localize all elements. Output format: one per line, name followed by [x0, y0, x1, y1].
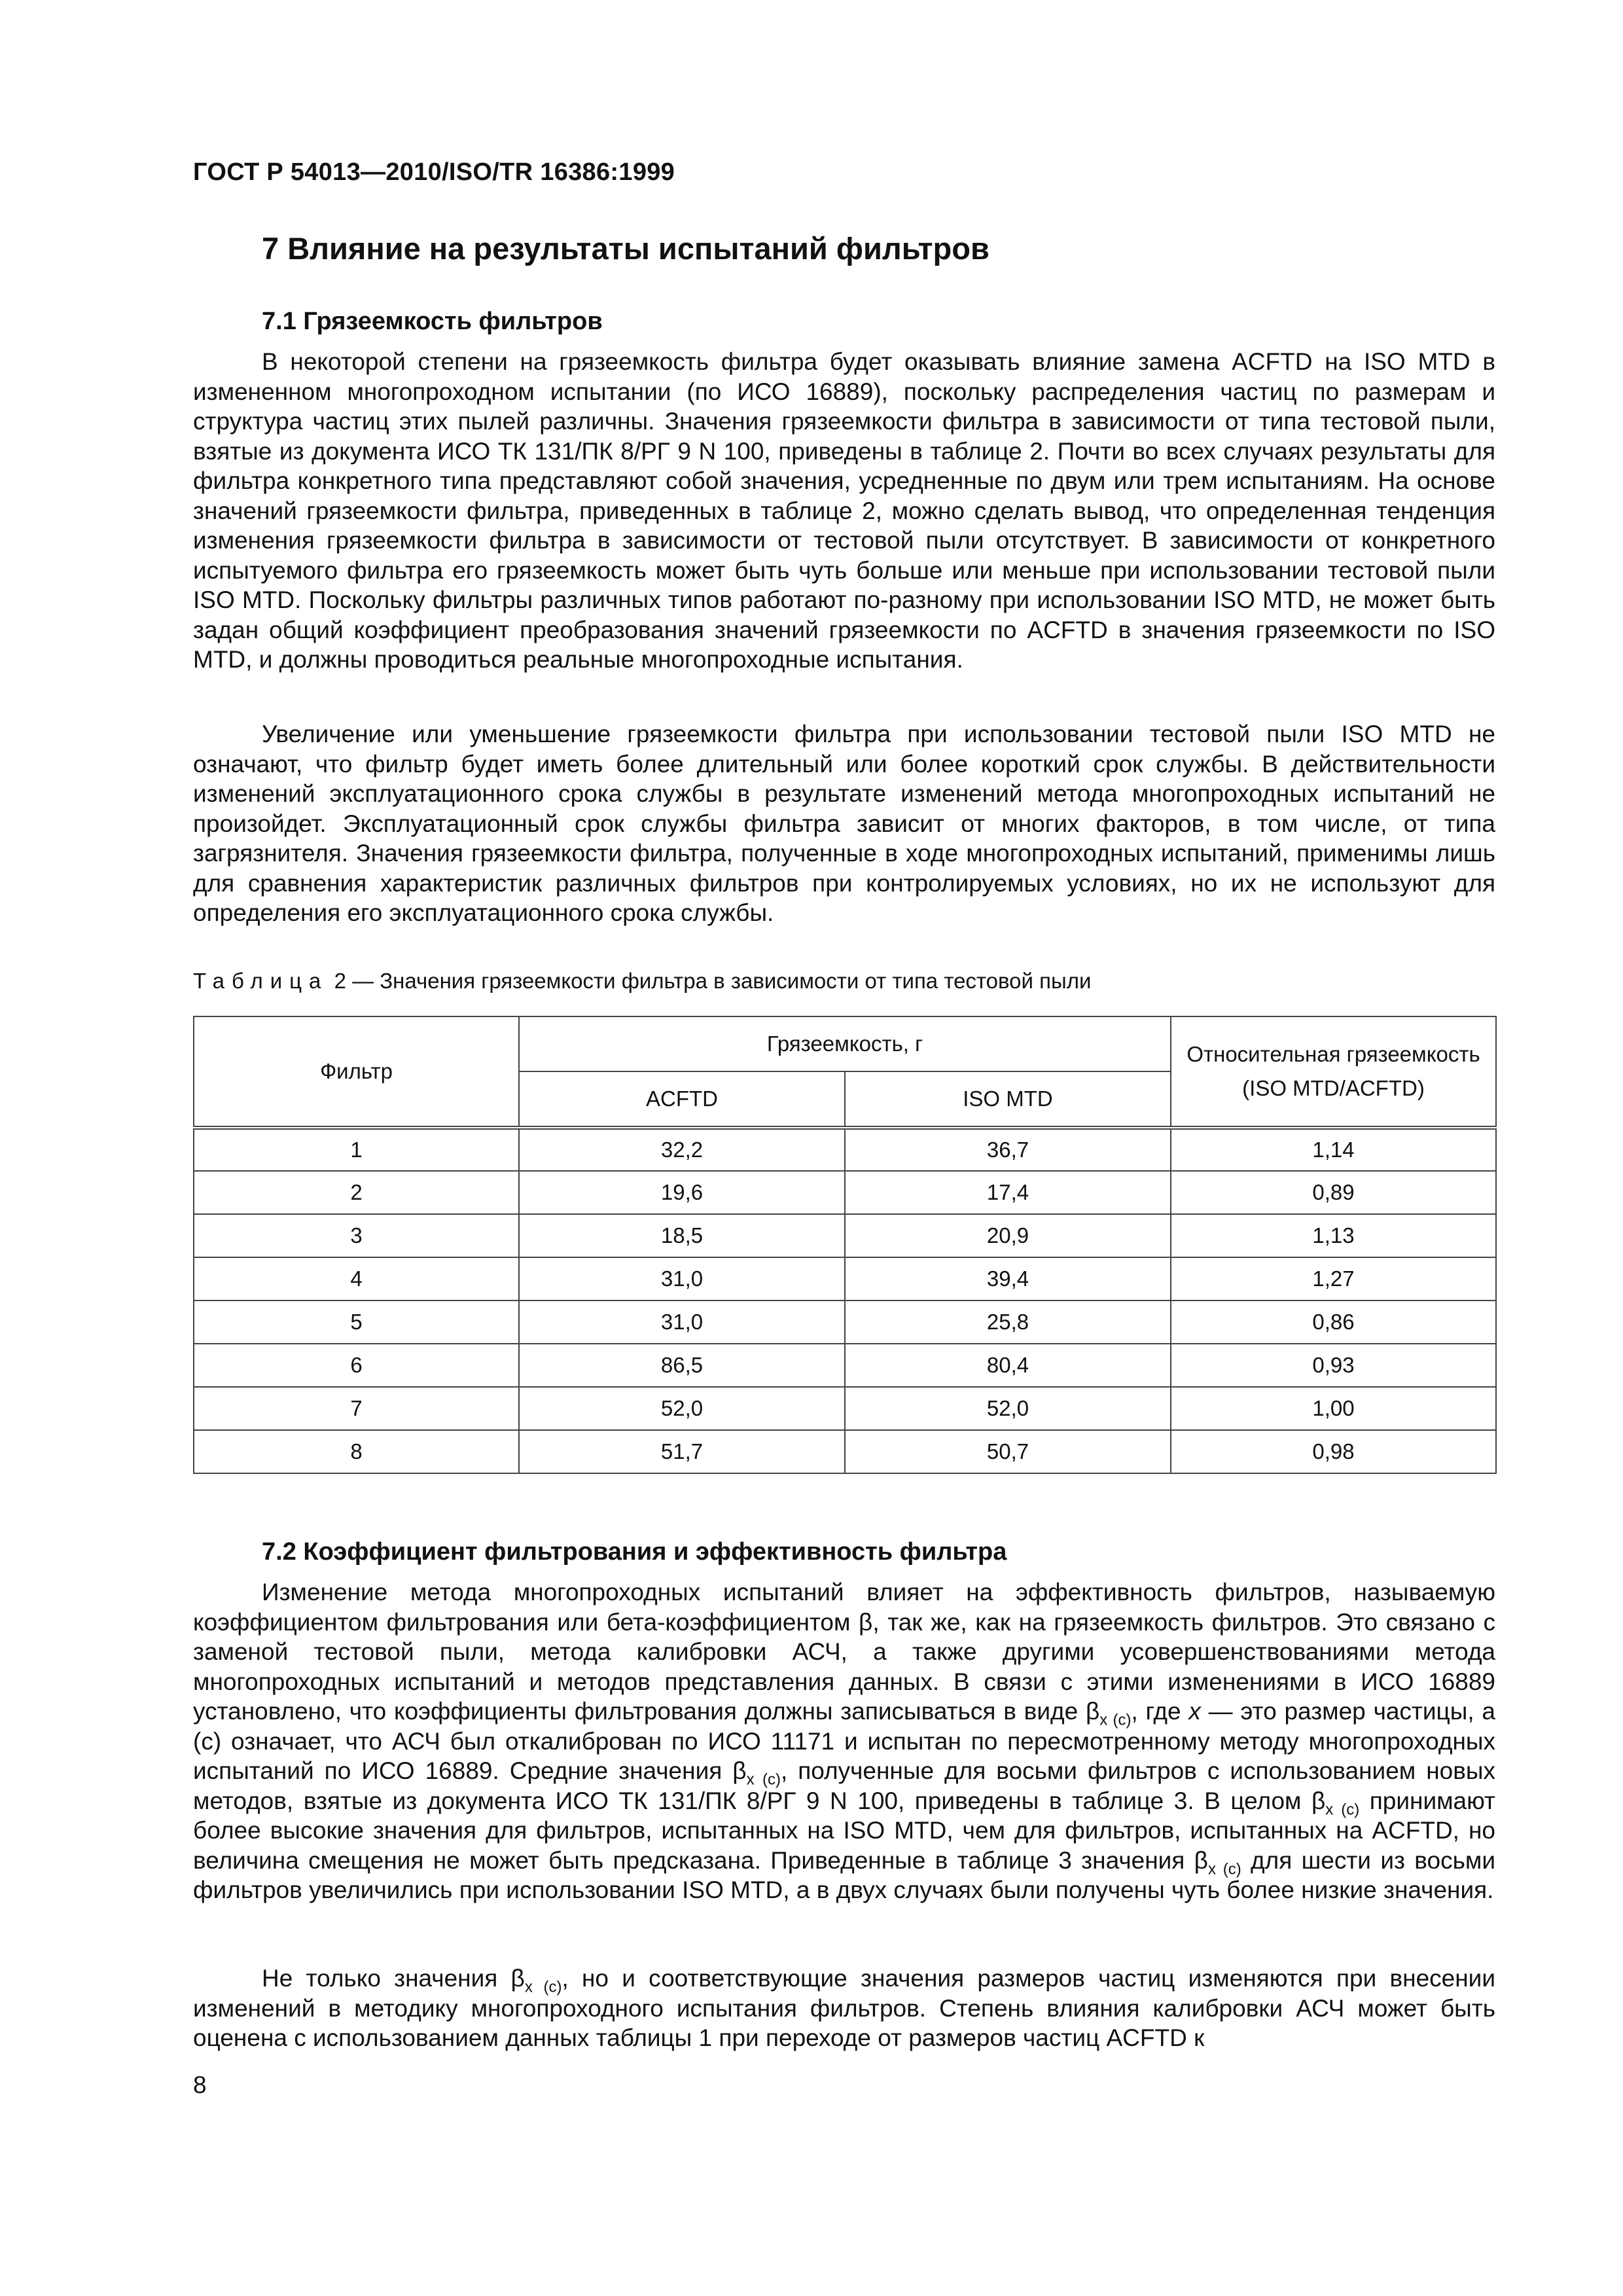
subsection-title-7-1: 7.1 Грязеемкость фильтров	[262, 308, 603, 335]
header-iso-mtd: ISO MTD	[845, 1071, 1171, 1128]
table-cell: 1,27	[1171, 1257, 1496, 1300]
table-cell: 1,00	[1171, 1387, 1496, 1430]
paragraph-7-2-2: Не только значения $\beta_{x (c)}$, но и соответствующие значения размеров частиц изменяются при внесении изменений в методику многопроходного испытания фильтров. Степень влияния калибровки АСЧ может быть оценена с использованием данных таблицы 1 при переходе от размеров частиц ACFTD к	[193, 1965, 1495, 2051]
table-cell: 52,0	[519, 1387, 845, 1430]
table-row	[194, 1214, 1496, 1257]
header-capacity: Грязеемкость, г	[519, 1016, 1171, 1071]
paragraph-7-1-2: Увеличение или уменьшение грязеемкости фильтра при использовании тестовой пыли ISO MTD не означают, что фильтр будет иметь более длительный или более короткий срок службы. В действительности изменений эксплуатационного срока службы в результате изменений метода многопроходных испытаний не произойдет. Эксплуатационный срок службы фильтра зависит от многих факторов, в том числе, от типа загрязнителя. Значения грязеемкости фильтра, полученные в ходе многопроходных испытаний, применимы лишь для сравнения характеристик различных фильтров при контролируемых условиях, но их не используют для определения его эксплуатационного срока службы.	[193, 721, 1495, 926]
subsection-title-7-2: 7.2 Коэффициент фильтрования и эффективность фильтра	[262, 1538, 1007, 1566]
table-cell: 2	[194, 1171, 519, 1214]
table-cell: 31,0	[519, 1257, 845, 1300]
table-cell: 0,86	[1171, 1300, 1496, 1344]
paragraph-7-1-1: В некоторой степени на грязеемкость фильтра будет оказывать влияние замена ACFTD на ISO MTD в измененном многопроходном испытании (по ИСО 16889), поскольку распределения частиц по размерам и структура частиц этих пылей различны. Значения грязеемкости фильтра в зависимости от типа тестовой пыли, взятые из документа ИСО ТК 131/ПК 8/РГ 9 N 100, приведены в таблице 2. Почти во всех случаях результаты для фильтра конкретного типа представляют собой значения, усредненные по двум или трем испытаниям. На основе значений грязеемкости фильтра, приведенных в таблице 2, можно сделать вывод, что определенная тенденция изменения грязеемкости фильтра в зависимости от тестовой пыли отсутствует. В зависимости от конкретного испытуемого фильтра его грязеемкость может быть чуть больше или меньше при использовании тестовой пыли ISO MTD. Поскольку фильтры различных типов работают по-разному при использовании ISO MTD, не может быть задан общий коэффициент преобразования значений грязеемкости по ACFTD в значения грязеемкости по ISO MTD, и должны проводиться реальные многопроходные испытания.	[193, 348, 1495, 673]
table-cell: 1	[194, 1128, 519, 1171]
table-cell: 36,7	[845, 1128, 1171, 1171]
header-relative-line1: Относительная грязеемкость	[1186, 1042, 1480, 1066]
table-row	[194, 1387, 1496, 1430]
header-filter: Фильтр	[194, 1016, 519, 1128]
table-cell: 17,4	[845, 1171, 1171, 1214]
table-cell: 20,9	[845, 1214, 1171, 1257]
table-cell: 18,5	[519, 1214, 845, 1257]
table-cell: 86,5	[519, 1344, 845, 1387]
table-caption-label: Таблица	[193, 969, 329, 993]
table-cell: 50,7	[845, 1430, 1171, 1473]
table-caption-text: 2 — Значения грязеемкости фильтра в зависимости от типа тестовой пыли	[334, 969, 1092, 993]
header-relative-capacity	[1171, 1016, 1496, 1128]
document-header: ГОСТ Р 54013—2010/ISO/TR 16386:1999	[193, 158, 675, 186]
table-cell: 8	[194, 1430, 519, 1473]
page-number: 8	[193, 2072, 207, 2098]
table-cell: 1,14	[1171, 1128, 1496, 1171]
table-cell: 31,0	[519, 1300, 845, 1344]
table-cell: 80,4	[845, 1344, 1171, 1387]
dirt-capacity-table	[193, 1016, 1497, 1474]
table-cell: 5	[194, 1300, 519, 1344]
table-row	[194, 1300, 1496, 1344]
table-cell: 19,6	[519, 1171, 845, 1214]
table-cell: 25,8	[845, 1300, 1171, 1344]
table-cell: 3	[194, 1214, 519, 1257]
header-relative-line2: (ISO MTD/ACFTD)	[1242, 1076, 1425, 1100]
table-row	[194, 1128, 1496, 1171]
table-row	[194, 1171, 1496, 1214]
section-title: 7 Влияние на результаты испытаний фильтров	[262, 231, 990, 266]
table-row	[194, 1344, 1496, 1387]
table-cell: 1,13	[1171, 1214, 1496, 1257]
table-cell: 6	[194, 1344, 519, 1387]
table-cell: 0,93	[1171, 1344, 1496, 1387]
table-cell: 4	[194, 1257, 519, 1300]
table-cell: 0,89	[1171, 1171, 1496, 1214]
table-caption	[193, 969, 1091, 994]
table-cell: 0,98	[1171, 1430, 1496, 1473]
paragraph-7-2-1: Изменение метода многопроходных испытаний влияет на эффективность фильтров, называемую коэффициентом фильтрования или бета-коэффициентом β, так же, как на грязеемкость фильтров. Это связано с заменой тестовой пыли, метода калибровки АСЧ, а также другими усовершенствованиями метода многопроходных испытаний и методов представления данных. В связи с этими изменениями в ИСО 16889 установлено, что коэффициенты фильтрования должны записываться в виде $\beta_{x (c)}$, где x — это размер частицы, а (c) означает, что АСЧ был откалиброван по ИСО 11171 и испытан по пересмотренному методу многопроходных испытаний по ИСО 16889. Средние значения $\beta_{x (c)}$, полученные для восьми фильтров с использованием новых методов, взятые из документа ИСО ТК 131/ПК 8/РГ 9 N 100, приведены в таблице 3. В целом $\beta_{x (c)}$ принимают более высокие значения для фильтров, испытанных на ISO MTD, чем для фильтров, испытанных на ACFTD, но величина смещения не может быть предсказана. Приведенные в таблице 3 значения $\beta_{x (c)}$ для шести из восьми фильтров увеличились при использовании ISO MTD, а в двух случаях были получены чуть более низкие значения.	[193, 1579, 1496, 1903]
table-cell: 51,7	[519, 1430, 845, 1473]
table-cell: 7	[194, 1387, 519, 1430]
table-row	[194, 1430, 1496, 1473]
table-cell: 32,2	[519, 1128, 845, 1171]
table-cell: 52,0	[845, 1387, 1171, 1430]
table-row	[194, 1257, 1496, 1300]
header-acftd: ACFTD	[519, 1071, 845, 1128]
table-cell: 39,4	[845, 1257, 1171, 1300]
